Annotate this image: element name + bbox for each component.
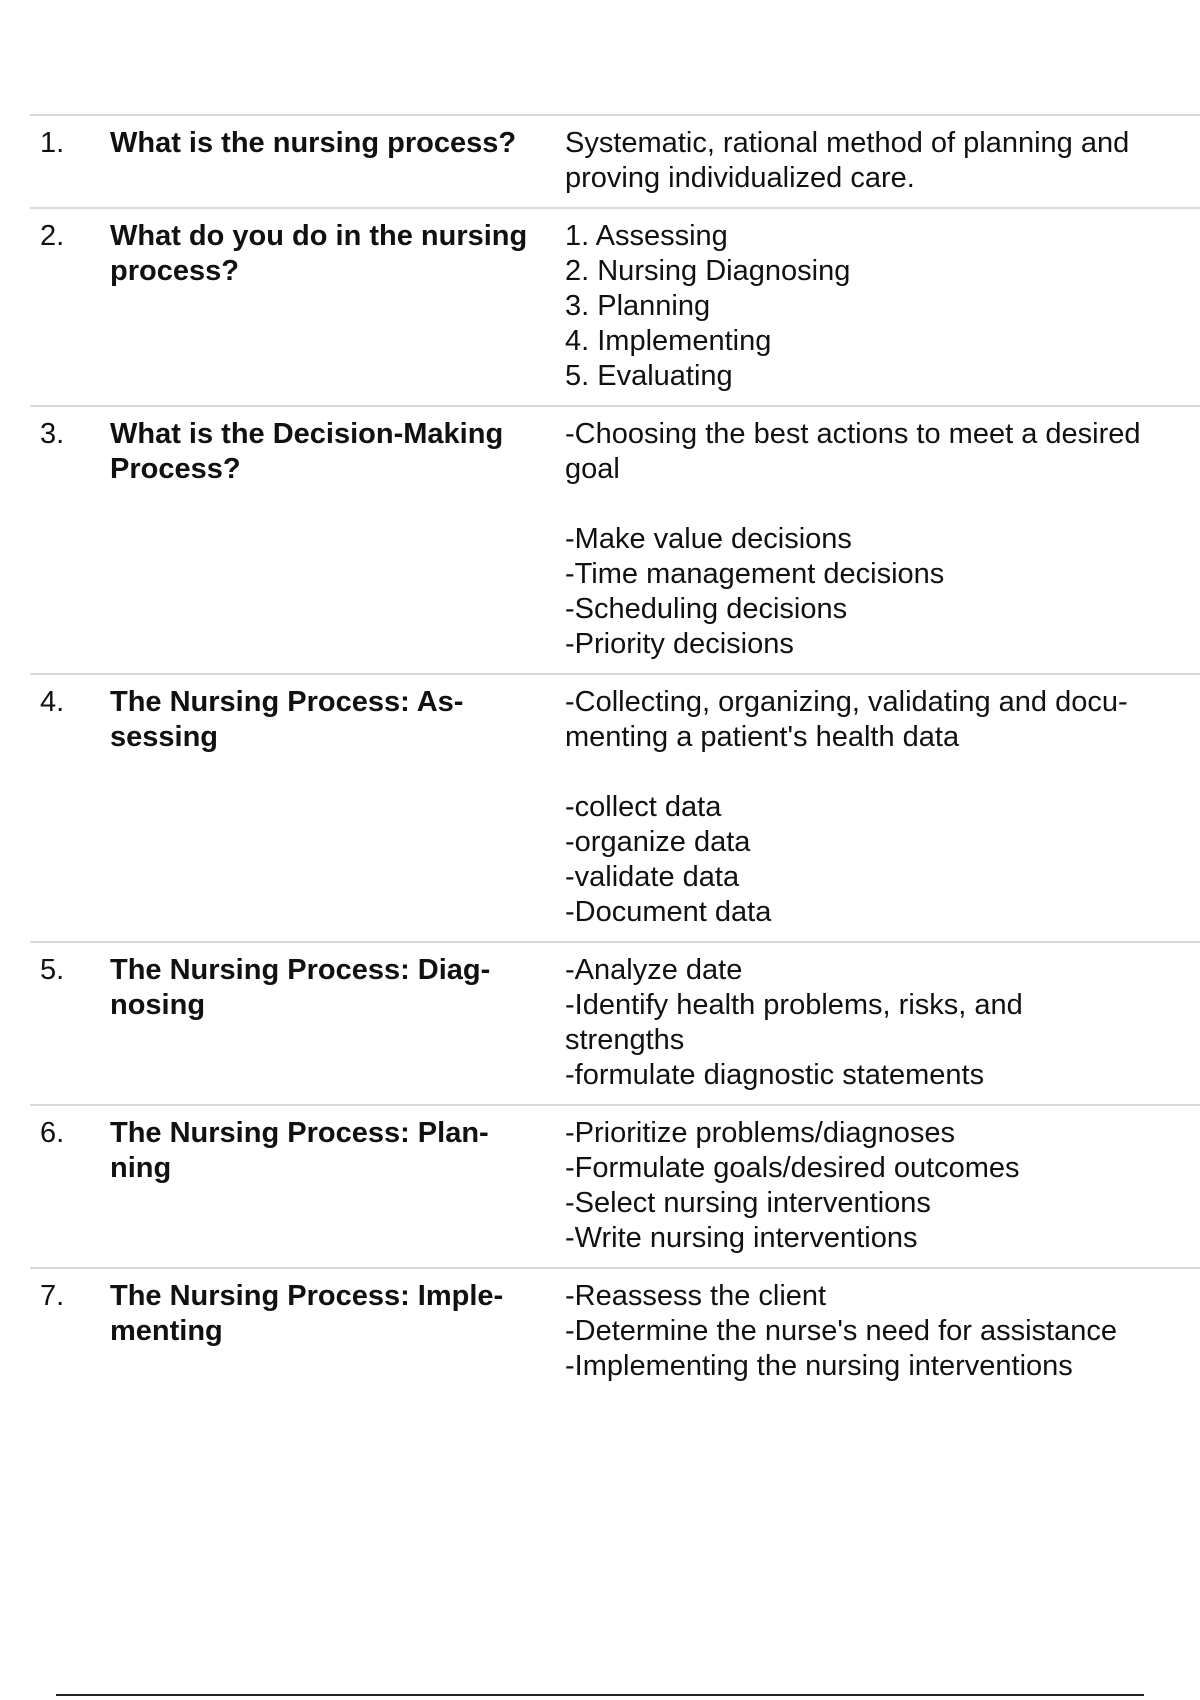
- definition-line: -Reassess the client: [565, 1280, 827, 1312]
- definition-line: -Scheduling decisions: [565, 593, 848, 625]
- term-line: nosing: [110, 989, 206, 1021]
- definition-line: 4. Implementing: [565, 325, 772, 357]
- card-definition: [565, 685, 1200, 930]
- definition-line: -Collecting, organizing, validating and docu-: [565, 686, 1128, 718]
- definition-line: -Choosing the best actions to meet a desired: [565, 418, 1141, 450]
- flashcard-row: [30, 407, 1200, 675]
- term-line: What do you do in the nursing: [110, 220, 528, 252]
- card-definition: [565, 126, 1200, 196]
- flashcard-row: [30, 675, 1200, 943]
- definition-line: -Formulate goals/desired outcomes: [565, 1152, 1020, 1184]
- definition-line: -Make value decisions: [565, 523, 852, 555]
- definition-line: menting a patient's health data: [565, 721, 960, 753]
- card-number: 5.: [40, 954, 65, 986]
- card-term: [110, 953, 565, 1023]
- term-line: ning: [110, 1152, 172, 1184]
- card-term: [110, 1116, 565, 1186]
- definition-line: -Time management decisions: [565, 558, 945, 590]
- card-term: [110, 417, 565, 487]
- card-definition: [565, 953, 1200, 1093]
- flashcard-table: [30, 114, 1200, 1395]
- term-line: menting: [110, 1315, 223, 1347]
- term-line: The Nursing Process: As-: [110, 686, 464, 718]
- definition-line: 1. Assessing: [565, 220, 728, 252]
- definition-spacer: [565, 755, 1190, 790]
- card-number: 4.: [40, 686, 65, 718]
- definition-line: goal: [565, 453, 620, 485]
- term-line: The Nursing Process: Imple-: [110, 1280, 504, 1312]
- card-term: [110, 219, 565, 289]
- definition-line: -Document data: [565, 896, 772, 928]
- term-line: process?: [110, 255, 239, 287]
- definition-line: -collect data: [565, 791, 722, 823]
- definition-line: -organize data: [565, 826, 751, 858]
- card-number: 6.: [40, 1117, 65, 1149]
- card-term: [110, 1279, 565, 1349]
- card-definition: [565, 417, 1200, 662]
- definition-line: -Implementing the nursing interventions: [565, 1350, 1073, 1382]
- definition-line: 2. Nursing Diagnosing: [565, 255, 851, 287]
- card-definition: [565, 219, 1200, 394]
- card-number: 3.: [40, 418, 65, 450]
- definition-line: 3. Planning: [565, 290, 711, 322]
- term-line: What is the Decision-Making: [110, 418, 504, 450]
- card-definition: [565, 1279, 1200, 1384]
- term-line: The Nursing Process: Plan-: [110, 1117, 489, 1149]
- definition-line: -Identify health problems, risks, and: [565, 989, 1023, 1021]
- definition-line: Systematic, rational method of planning and: [565, 127, 1130, 159]
- term-line: What is the nursing process?: [110, 127, 517, 159]
- flashcard-row: [30, 1269, 1200, 1395]
- definition-line: -Write nursing interventions: [565, 1222, 918, 1254]
- flashcard-row: [30, 1106, 1200, 1269]
- definition-line: proving individualized care.: [565, 162, 915, 194]
- term-line: sessing: [110, 721, 218, 753]
- card-definition: [565, 1116, 1200, 1256]
- card-term: [110, 126, 565, 161]
- term-line: Process?: [110, 453, 241, 485]
- definition-line: strengths: [565, 1024, 685, 1056]
- definition-line: 5. Evaluating: [565, 360, 733, 392]
- flashcard-row: [30, 943, 1200, 1106]
- definition-line: -Priority decisions: [565, 628, 794, 660]
- definition-line: -Analyze date: [565, 954, 743, 986]
- definition-line: -Select nursing interventions: [565, 1187, 931, 1219]
- flashcard-row: [30, 116, 1200, 209]
- card-number: 7.: [40, 1280, 65, 1312]
- page-bottom-rule: [56, 1694, 1144, 1696]
- definition-spacer: [565, 487, 1190, 522]
- flashcard-row: [30, 209, 1200, 407]
- definition-line: -Prioritize problems/diagnoses: [565, 1117, 956, 1149]
- term-line: The Nursing Process: Diag-: [110, 954, 491, 986]
- card-number: 2.: [40, 220, 65, 252]
- definition-line: -validate data: [565, 861, 740, 893]
- card-number: 1.: [40, 127, 65, 159]
- definition-line: -formulate diagnostic statements: [565, 1059, 985, 1091]
- definition-line: -Determine the nurse's need for assistance: [565, 1315, 1117, 1347]
- card-term: [110, 685, 565, 755]
